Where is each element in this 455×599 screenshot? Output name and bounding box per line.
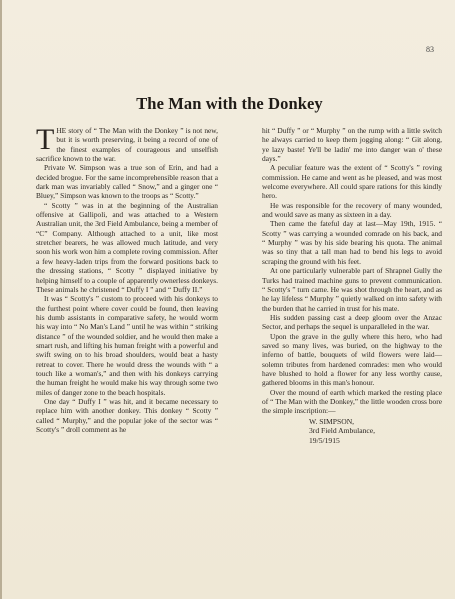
inscription-name: W. SIMPSON, <box>309 416 355 426</box>
cross-inscription <box>262 417 442 446</box>
paragraph: hit “ Duffy ” or “ Murphy ” on the rump with a little switch he always carried to keep them jogging along: “ Git along, ye lazy baste! Ye'll be ladin' me into danger wan o' these days.” <box>262 126 442 164</box>
paragraph: “ Scotty ” was in at the beginning of the Australian offensive at Gallipoli, and was attached to a Western Australian unit, the 3rd Field Ambulance, being a member of “C” Company. Although attached to a unit, like most stretcher bearers, he was allowed much latitude, and very soon his work won him a complete roving commission. After a few heavy-laden trips from the forward positions back to the dressing stations, “ Scotty ” displayed initiative by helping himself to a couple of apparently ownerless donkeys. These animals he christened “ Duffy I ” and “ Duffy II.” <box>36 200 218 294</box>
paragraph: He was responsible for the recovery of many wounded, and would save as many as sixteen in a day. <box>262 200 442 220</box>
paragraph: It was “ Scotty's ” custom to proceed with his donkeys to the furthest point where cover could be found, then leaving his dumb assistants in comparative safety, he would worm his way into “ No Man's Land ” until he was within “ striking distance ” of the wounded soldier, and he would then make a smart rush, and lifting his human freight with a powerful and swift swing on to his broad shoulders, would beat a hasty retreat to cover. There he would dress the wounds with “ a touch like a woman's,” and then with his donkeys carrying the human freight he would make his way through some two miles of danger zone to the beach hospitals. <box>36 294 218 397</box>
article-title: The Man with the Donkey <box>136 94 323 113</box>
paragraph: Upon the grave in the gully where this hero, who had saved so many lives, was buried, on the highway to the inferno of battle, bouquets of wild flowers were laid—solemn tributes from hardened comrades: men who would have blushed to hold a flower for any less worthy cause, gathered blooms in this man's honour. <box>262 331 442 388</box>
left-column <box>36 123 218 434</box>
right-column <box>262 126 442 445</box>
paragraph: A peculiar feature was the extent of “ Scotty's ” roving commission. He came and went as he pleased, and was most welcome everywhere. All could spare rations for this kindly hero. <box>262 163 442 201</box>
drop-cap: T <box>36 123 55 156</box>
paragraph <box>36 123 218 164</box>
paragraph: One day “ Duffy I ” was hit, and it became necessary to replace him with another donkey. This donkey “ Scotty ” called “ Murphy,” and the popular joke of the sector was “ Scotty's ” droll comment as he <box>36 396 218 434</box>
inscription-date: 19/5/1915 <box>309 435 340 445</box>
page-number: 83 <box>426 45 434 54</box>
paragraph: Private W. Simpson was a true son of Erin, and had a decided brogue. For the same incomprehensible reason that a dark man was invariably called “ Snow,” and a ginger one “ Bluey,” Simpson was known to the troops as “ Scotty.” <box>36 163 218 201</box>
inscription-unit: 3rd Field Ambulance, <box>309 426 376 436</box>
paragraph-text: HE story of “ The Man with the Donkey ” is not new, but it is worth preserving, it being a record of one of the finest examples of courageous and unselfish sacrifice known to the war. <box>36 126 218 164</box>
paragraph: At one particularly vulnerable part of Shrapnel Gully the Turks had trained machine guns to prevent communication. “ Scotty's ” turn came. He was shot through the heart, and as he lay lifeless “ Murphy ” quietly walked on into safety with the burden that he carried in trust for his mate. <box>262 266 442 313</box>
paragraph: His sudden passing cast a deep gloom over the Anzac Sector, and perhaps the sequel is unparalleled in the war. <box>262 312 442 332</box>
paragraph: Over the mound of earth which marked the resting place of “ The Man with the Donkey,” the little wooden cross bore the simple inscription:— <box>262 387 442 416</box>
paragraph: Then came the fateful day at last—May 19th, 1915. “ Scotty ” was carrying a wounded comrade on his back, and “ Murphy ” was by his side bearing his quota. The animal was so tiny that a tall man had to bend his legs to avoid scraping the ground with his feet. <box>262 219 442 266</box>
